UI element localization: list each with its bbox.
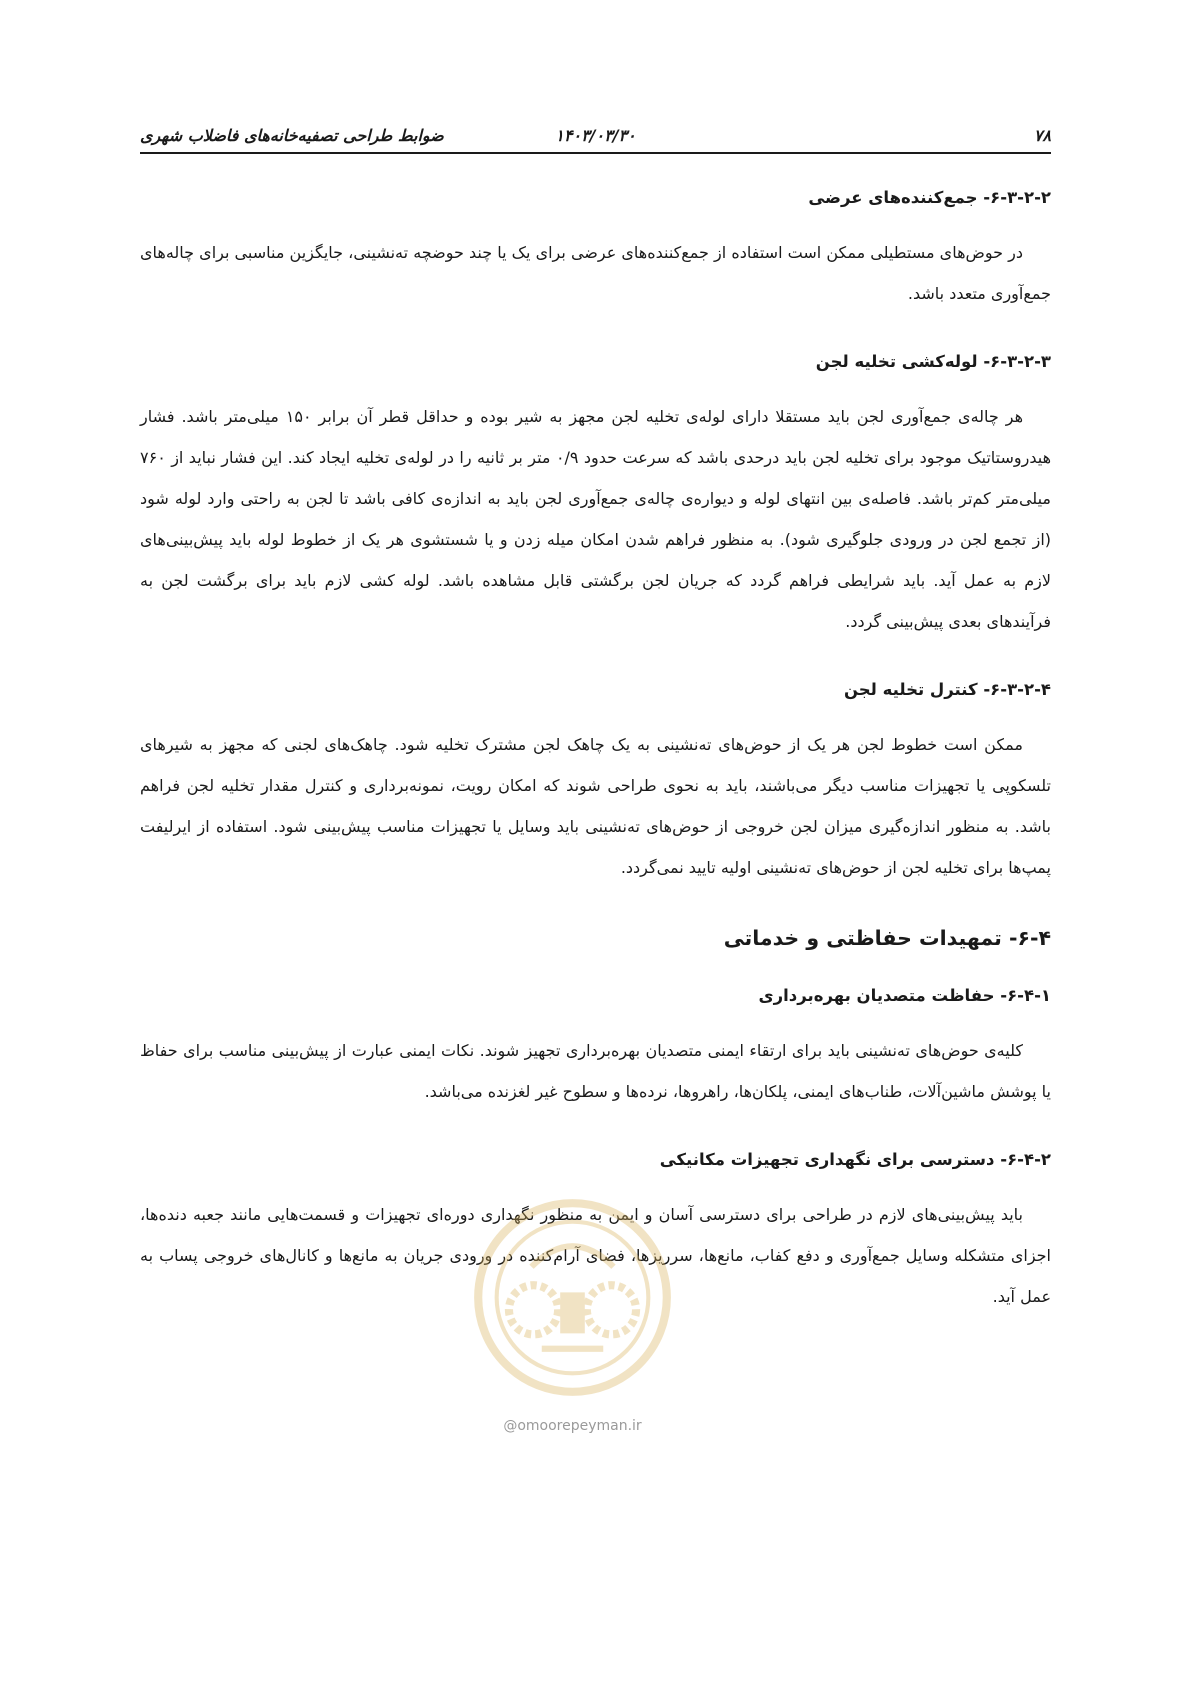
section-heading: ۶-۳-۲-۴- کنترل تخلیه لجن [843, 680, 1051, 699]
chapter-heading: ۶-۴- تمهیدات حفاظتی و خدماتی [723, 926, 1051, 950]
section-heading: ۶-۳-۲-۲- جمع‌کننده‌های عرضی [808, 188, 1051, 207]
section-paragraph: ممکن است خطوط لجن هر یک از حوض‌های ته‌نشینی به یک چاهک لجن مشترک تخلیه شود. چاهک‌های لجنی که مجهز به شیرهای تلسکوپی یا تجهیزات مناسب دیگر می‌باشند، باید به نحوی طراحی شوند که امکان رویت، نمونه‌برداری و کنترل مقدار تخلیه لجن فراهم باشد. به منظور اندازه‌گیری میزان لجن خروجی از حوض‌های ته‌نشینی باید وسایل یا تجهیزات مناسب پیش‌بینی شود. استفاده از ایرلیفت پمپ‌ها برای تخلیه لجن از حوض‌های ته‌نشینی اولیه تایید نمی‌گردد. [140, 735, 1051, 877]
section-paragraph: در حوض‌های مستطیلی ممکن است استفاده از جمع‌کننده‌های عرضی برای یک یا چند حوضچه ته‌نشینی، جایگزین مناسبی برای چاله‌های جمع‌آوری متعدد باشد. [140, 243, 1051, 303]
watermark-url: @omoorepeyman.ir [503, 1418, 642, 1434]
page-header [140, 118, 1051, 154]
page-number: ۷۸ [1033, 126, 1051, 145]
section-paragraph: هر چاله‌ی جمع‌آوری لجن باید مستقلا دارای لوله‌ی تخلیه لجن مجهز به شیر بوده و حداقل قطر آن برابر ۱۵۰ میلی‌متر باشد. فشار هیدروستاتیک موجود برای تخلیه لجن باید درحدی باشد که سرعت حدود ۰/۹ متر بر ثانیه را در لوله‌ی تخلیه ایجاد کند. این فشار نباید از ۷۶۰ میلی‌متر کم‌تر باشد. فاصله‌ی بین انتهای لوله و دیواره‌ی چاله‌ی جمع‌آوری لجن باید به اندازه‌ی کافی باشد تا لجن به راحتی وارد لوله شود (از تجمع لجن در ورودی جلوگیری شود). به منظور فراهم شدن امکان میله زدن و یا شستشوی هر یک از خطوط لوله باید پیش‌بینی‌های لازم به عمل آید. باید شرایطی فراهم گردد که جریان لجن برگشتی قابل مشاهده باشد. لوله کشی لازم باید برای برگشت لجن به فرآیندهای بعدی پیش‌بینی گردد. [140, 407, 1052, 631]
section-paragraph: باید پیش‌بینی‌های لازم در طراحی برای دسترسی آسان و ایمن به منظور نگهداری دوره‌ای تجهیزات و قسمت‌هایی مانند جعبه دنده‌ها، اجزای متشکله وسایل جمع‌آوری و دفع کفاب، مانع‌ها، سرریزها، فضای آرام‌کننده در ورودی جریان به مانع‌ها و کانال‌های خروجی پساب به عمل آید. [140, 1205, 1051, 1306]
section-heading: ۶-۴-۱- حفاظت متصدیان بهره‌برداری [758, 986, 1051, 1005]
header-date: ۱۴۰۳/۰۳/۳۰ [555, 126, 636, 145]
document-title: ضوابط طراحی تصفیه‌خانه‌های فاضلاب شهری [140, 126, 444, 145]
section-heading: ۶-۳-۲-۳- لوله‌کشی تخلیه لجن [815, 352, 1051, 371]
document-body [140, 184, 1051, 1351]
section-heading: ۶-۴-۲- دسترسی برای نگهداری تجهیزات مکانیکی [659, 1150, 1051, 1169]
section-paragraph: کلیه‌ی حوض‌های ته‌نشینی باید برای ارتقاء ایمنی متصدیان بهره‌برداری تجهیز شوند. نکات ایمنی عبارت از پیش‌بینی مناسب برای حفاظ یا پوشش ماشین‌آلات، طناب‌های ایمنی، پلکان‌ها، راهروها، نرده‌ها و سطوح غیر لغزنده می‌باشد. [140, 1041, 1051, 1101]
